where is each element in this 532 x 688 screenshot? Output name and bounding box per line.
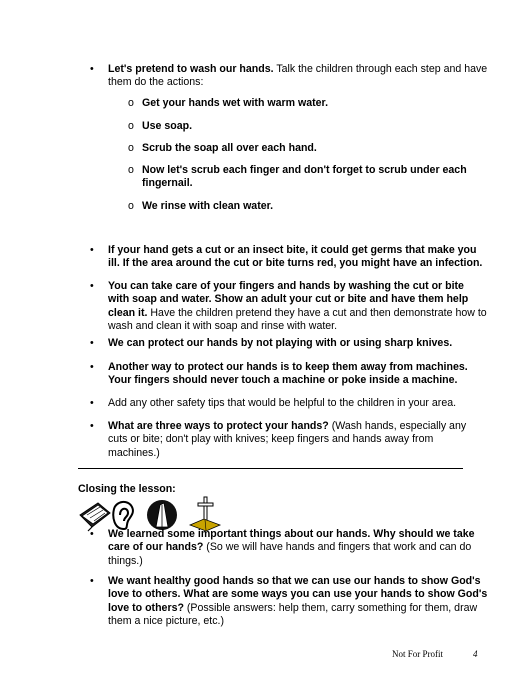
page-footer xyxy=(392,648,478,661)
closing-item: • We learned some important things about our hands. Why should we take care of our hands? (So we will have hands and fingers that work and can do things.) xyxy=(90,528,475,567)
cross-icon xyxy=(190,497,220,531)
wash-steps-list xyxy=(128,120,488,133)
bullet-icon: • xyxy=(90,337,94,349)
safety-points-list xyxy=(78,397,488,410)
wash-bullet-list xyxy=(78,63,488,90)
bullet-icon: • xyxy=(90,361,94,373)
bullet-icon: • xyxy=(90,575,94,587)
wash-step: o Now let's scrub each finger and don't forget to scrub under each fingernail. xyxy=(128,164,467,190)
circle-bullet-icon: o xyxy=(128,200,134,212)
circle-bullet-icon: o xyxy=(128,97,134,109)
safety-points-list xyxy=(78,280,488,334)
praying-hands-icon xyxy=(147,500,177,530)
bullet-icon: • xyxy=(90,420,94,432)
point-item: • We can protect our hands by not playing with or using sharp knives. xyxy=(90,337,453,349)
bullet-icon: • xyxy=(90,63,94,75)
point-item: • Add any other safety tips that would be helpful to the children in your area. xyxy=(90,397,457,409)
bullet-icon: • xyxy=(90,397,94,409)
wash-rest: Talk the children through each step and have them do the actions: xyxy=(108,63,488,89)
wash-step: o Scrub the soap all over each hand. xyxy=(128,142,317,154)
bullet-icon: • xyxy=(90,528,94,540)
circle-bullet-icon: o xyxy=(128,120,134,132)
wash-step: o Use soap. xyxy=(128,120,193,132)
page-number: 4 xyxy=(473,649,478,659)
closing-points-list xyxy=(78,528,488,568)
wash-steps-list xyxy=(128,200,488,213)
safety-points-list xyxy=(78,244,488,271)
wash-step: o Get your hands wet with warm water. xyxy=(128,97,329,109)
safety-points-list xyxy=(78,361,488,388)
point-item: • What are three ways to protect your hands? (Wash hands, especially any cuts or bite; don't play with knives; keep fingers and hands away from machines.) xyxy=(90,420,467,459)
safety-points-list xyxy=(78,337,488,350)
closing-points-list xyxy=(78,575,488,629)
circle-bullet-icon: o xyxy=(128,142,134,154)
wash-step: o We rinse with clean water. xyxy=(128,200,274,212)
safety-points-list xyxy=(78,420,488,460)
wash-intro-item xyxy=(78,63,488,90)
ear-icon xyxy=(113,502,133,529)
footer-text: Not For Profit xyxy=(392,649,444,659)
wash-lead: Let's pretend to wash our hands. xyxy=(108,63,274,75)
wash-steps-list xyxy=(128,142,488,155)
bullet-icon: • xyxy=(90,244,94,256)
closing-heading: Closing the lesson: xyxy=(78,483,176,495)
point-item: • Another way to protect our hands is to keep them away from machines. Your fingers should never touch a machine or poke inside a machine. xyxy=(90,361,468,387)
bullet-icon: • xyxy=(90,280,94,292)
point-item: • You can take care of your fingers and hands by washing the cut or bite with soap and water. Show an adult your cut or bite and have them help clean it. Have the children pretend they have a cut and then demonstrate how to wash and clean it with soap and rinse with water. xyxy=(90,280,487,333)
wash-steps-list xyxy=(128,164,488,191)
closing-item: • We want healthy good hands so that we can use our hands to show God's love to others. What are some ways you can use your hands to show God's love to others? (Possible answers: help them, carry something for them, draw them a nice picture, etc.) xyxy=(90,575,488,628)
point-item: • If your hand gets a cut or an insect bite, it could get germs that make you ill. If the area around the cut or bite turns red, you might have an infection. xyxy=(90,244,483,270)
wash-steps-list xyxy=(128,97,488,110)
section-divider xyxy=(78,468,463,469)
circle-bullet-icon: o xyxy=(128,164,134,176)
bible-icon xyxy=(80,503,110,531)
